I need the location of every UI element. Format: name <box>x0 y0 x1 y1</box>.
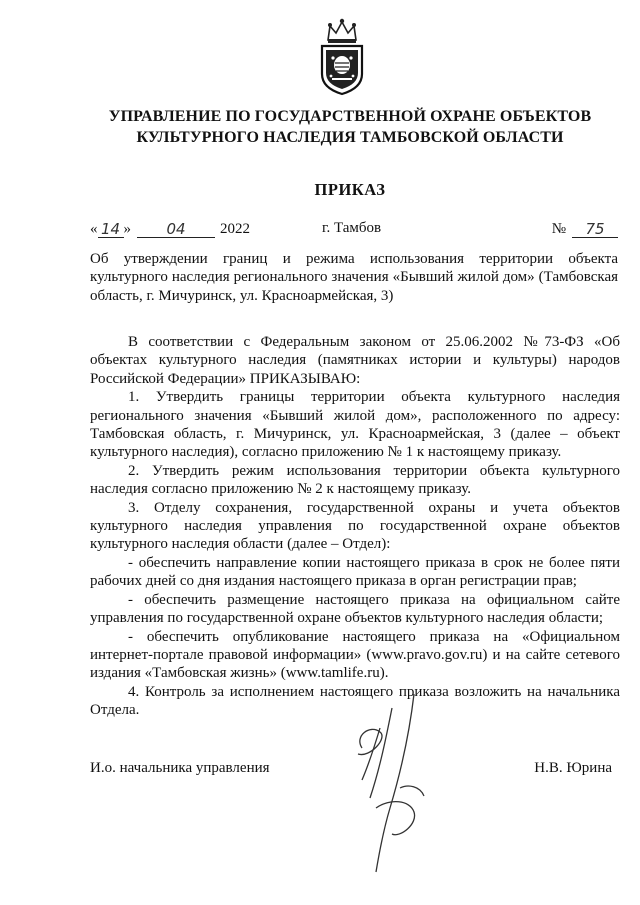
close-quote: » <box>123 221 131 237</box>
order-subject: Об утверждении границ и режима использования территории объекта культурного наследия регионального значения «Бывший жилой дом» (Тамбовская область, г. Мичуринск, ул. Красноармейская, 3) <box>90 251 618 304</box>
coat-of-arms-icon <box>318 18 366 96</box>
order-body <box>90 333 620 720</box>
item-4-paragraph: 4. Контроль за исполнением настоящего приказа возложить на начальника Отдела. <box>90 683 620 719</box>
date-line <box>90 218 618 244</box>
signatory-position: И.о. начальника управления <box>90 760 270 776</box>
city: г. Тамбов <box>322 220 382 236</box>
day-handwritten: 14 <box>98 220 124 238</box>
month-handwritten: 04 <box>137 220 215 238</box>
organization-name-line-1: УПРАВЛЕНИЕ ПО ГОСУДАРСТВЕННОЙ ОХРАНЕ ОБЪЕКТОВ <box>108 108 592 125</box>
document-type-title: ПРИКАЗ <box>314 180 386 199</box>
item-3-bullet-2: - обеспечить размещение настоящего приказа на официальном сайте управления по государственной охране объектов культурного наследия области; <box>90 591 620 627</box>
order-date <box>90 220 250 238</box>
number-sign: № <box>551 221 566 237</box>
order-number <box>552 220 618 238</box>
number-handwritten: 75 <box>572 220 618 238</box>
item-3-bullet-3: - обеспечить опубликование настоящего приказа на «Официальном интернет-портале правовой информации» (www.pravo.gov.ru) и на сайте сетевого издания «Тамбовская жизнь» (www.tamlife.ru). <box>90 628 620 682</box>
organization-name-line-2: КУЛЬТУРНОГО НАСЛЕДИЯ ТАМБОВСКОЙ ОБЛАСТИ <box>136 129 564 146</box>
item-3-paragraph: 3. Отделу сохранения, государственной охраны и учета объектов культурного наследия управления по государственной охране объектов культурного наследия области (далее – Отдел): <box>90 499 620 553</box>
open-quote: « <box>90 221 98 237</box>
item-3-bullet-1: - обеспечить направление копии настоящего приказа в срок не более пяти рабочих дней со дня издания настоящего приказа в орган регистрации прав; <box>90 554 620 590</box>
organization-name <box>40 106 640 148</box>
handwritten-signature <box>340 688 460 878</box>
preamble-paragraph: В соответствии с Федеральным законом от 25.06.2002 №73-ФЗ «Об объектах культурного наследия (памятниках истории и культуры) народов Российской Федерации» ПРИКАЗЫВАЮ: <box>90 334 620 387</box>
item-1-paragraph: 1. Утвердить границы территории объекта культурного наследия регионального значения «Бывший жилой дом», расположенного по адресу: Тамбовская область, г. Мичуринск, ул. Красноармейская, 3 (далее – объект культурного наследия), согласно приложению № 1 к настоящему приказу. <box>90 389 620 461</box>
item-2-paragraph: 2. Утвердить режим использования территории объекта культурного наследия согласно приложению № 2 к настоящему приказу. <box>90 462 620 498</box>
year: 2022 <box>220 221 250 237</box>
signatory-name: Н.В. Юрина <box>534 760 612 776</box>
